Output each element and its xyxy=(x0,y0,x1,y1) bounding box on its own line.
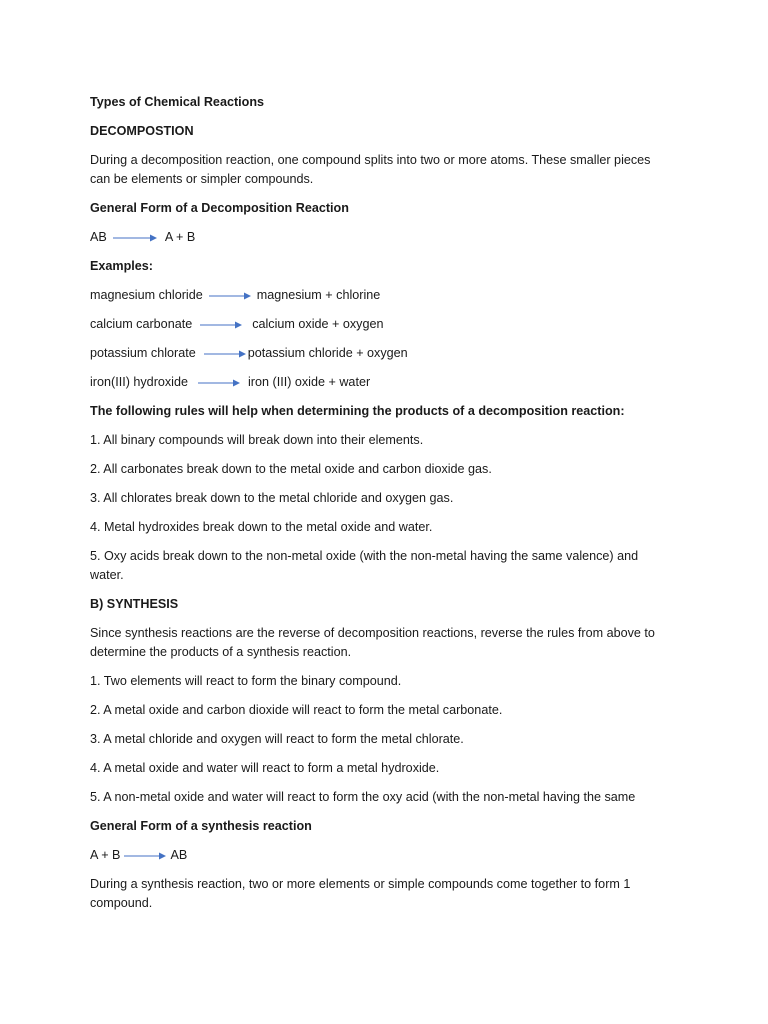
synthesis-rule: 2. A metal oxide and carbon dioxide will react to form the metal carbonate. xyxy=(90,703,503,717)
example-product: magnesium + chlorine xyxy=(256,288,381,302)
example-product: potassium chloride + oxygen xyxy=(247,346,408,360)
general-form-decomposition-heading: General Form of a Decomposition Reaction xyxy=(90,201,349,215)
reaction-arrow-icon xyxy=(204,349,246,359)
general-form-synthesis-equation xyxy=(90,846,668,865)
example-reactant: magnesium chloride xyxy=(90,288,203,302)
synthesis-rule: 3. A metal chloride and oxygen will react to form the metal chlorate. xyxy=(90,732,464,746)
equation-right: AB xyxy=(170,848,188,862)
equation-left: A + B xyxy=(90,848,121,862)
synthesis-heading: B) SYNTHESIS xyxy=(90,597,179,611)
example-row xyxy=(90,373,668,392)
example-row xyxy=(90,315,668,334)
equation-right: A + B xyxy=(164,230,196,244)
example-reactant: potassium chlorate xyxy=(90,346,196,360)
general-form-decomposition-equation xyxy=(90,228,668,247)
synthesis-outro: During a synthesis reaction, two or more elements or simple compounds come together to form 1 compound. xyxy=(90,877,631,910)
decomposition-rules-heading: The following rules will help when determining the products of a decomposition reaction: xyxy=(90,404,625,418)
example-reactant: iron(III) hydroxide xyxy=(90,375,188,389)
decomposition-rule: 1. All binary compounds will break down into their elements. xyxy=(90,433,424,447)
example-product: calcium oxide + oxygen xyxy=(252,317,384,331)
examples-heading: Examples: xyxy=(90,259,153,273)
synthesis-intro: Since synthesis reactions are the reverse of decomposition reactions, reverse the rules from above to determine the products of a synthesis reaction. xyxy=(90,626,655,659)
example-product: iron (III) oxide + water xyxy=(248,375,371,389)
general-form-synthesis-heading: General Form of a synthesis reaction xyxy=(90,819,312,833)
synthesis-rule: 5. A non-metal oxide and water will react to form the oxy acid (with the non-metal having the same xyxy=(90,790,636,804)
example-reactant: calcium carbonate xyxy=(90,317,193,331)
reaction-arrow-icon xyxy=(200,320,242,330)
reaction-arrow-icon xyxy=(124,851,166,861)
equation-left: AB xyxy=(90,230,107,244)
synthesis-rule: 4. A metal oxide and water will react to form a metal hydroxide. xyxy=(90,761,440,775)
decomposition-rule: 2. All carbonates break down to the metal oxide and carbon dioxide gas. xyxy=(90,462,492,476)
example-row xyxy=(90,344,668,363)
reaction-arrow-icon xyxy=(113,233,157,243)
reaction-arrow-icon xyxy=(198,378,240,388)
reaction-arrow-icon xyxy=(209,291,251,301)
decomposition-heading: DECOMPOSTION xyxy=(90,124,194,138)
synthesis-rule: 1. Two elements will react to form the binary compound. xyxy=(90,674,402,688)
decomposition-rule: 3. All chlorates break down to the metal chloride and oxygen gas. xyxy=(90,491,454,505)
decomposition-rule: 5. Oxy acids break down to the non-metal oxide (with the non-metal having the same valence) and water. xyxy=(90,549,639,582)
decomposition-rule: 4. Metal hydroxides break down to the metal oxide and water. xyxy=(90,520,433,534)
document-title: Types of Chemical Reactions xyxy=(90,95,265,109)
example-row xyxy=(90,286,668,305)
decomposition-intro: During a decomposition reaction, one compound splits into two or more atoms. These smaller pieces can be elements or simpler compounds. xyxy=(90,153,651,186)
